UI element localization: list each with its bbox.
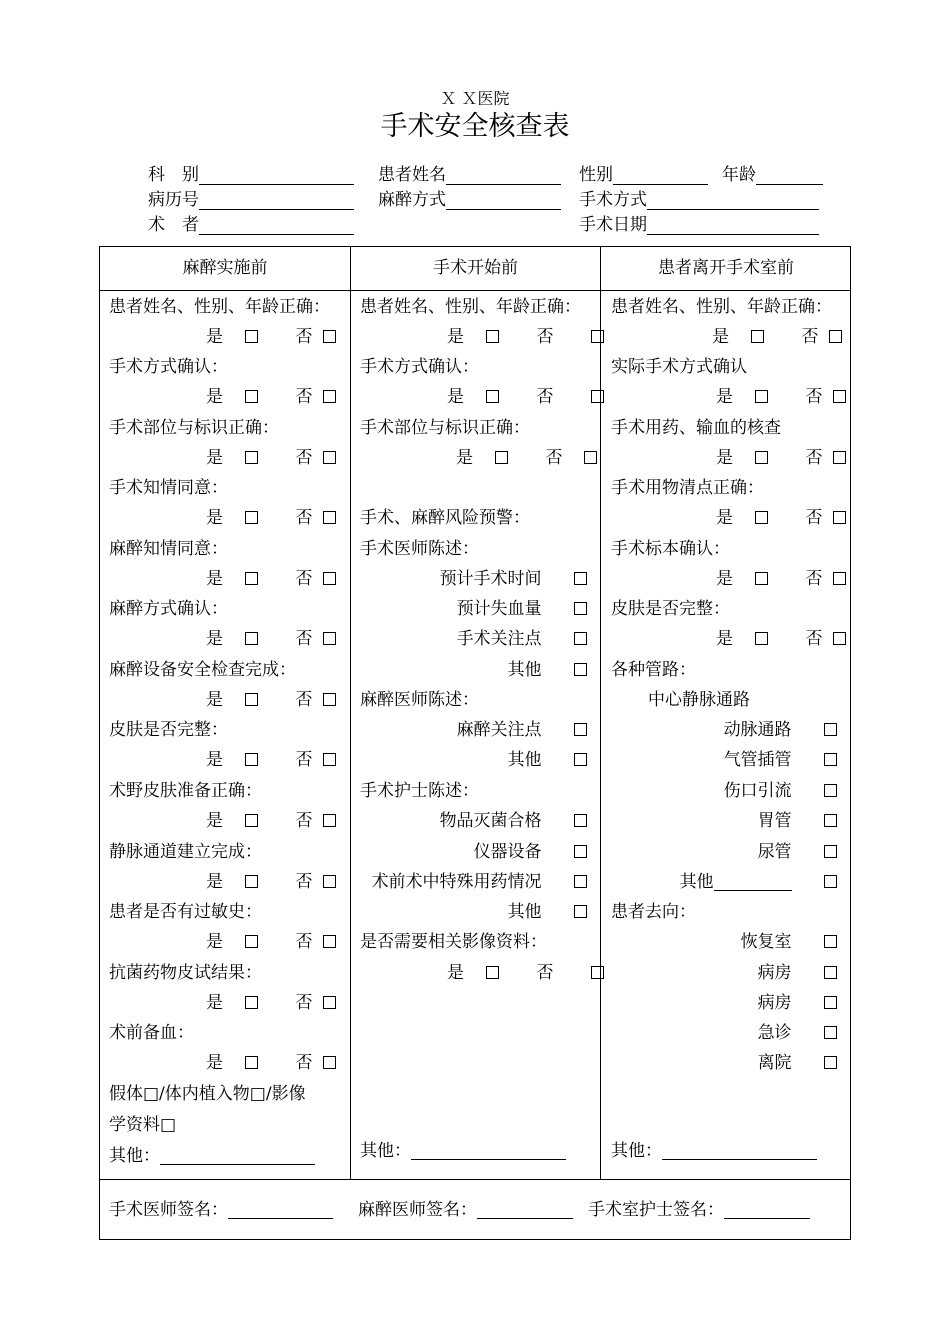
tubes-label: 各种管路：	[611, 660, 696, 680]
patient-name-input-line[interactable]	[446, 164, 561, 185]
option-label: 气管插管	[723, 750, 792, 770]
anesthesia-method-field	[378, 185, 561, 210]
option-label: 物品灭菌合格	[439, 811, 542, 831]
yes-no-choice	[716, 564, 846, 594]
option-checkbox[interactable]	[824, 784, 837, 797]
surgeon-signature-label: 手术医师签名：	[109, 1200, 228, 1220]
yes-no-choice	[716, 382, 846, 412]
yes-no-choice	[206, 745, 336, 775]
yes-no-choice	[447, 382, 604, 412]
central-line-label: 中心静脉通路	[648, 690, 750, 710]
yes-no-choice	[447, 322, 604, 352]
check-option	[758, 806, 837, 836]
option-label: 预计失血量	[456, 599, 542, 619]
yes-no-choice	[206, 322, 336, 352]
option-checkbox[interactable]	[574, 875, 587, 888]
no-label: 否	[805, 508, 823, 528]
yes-label: 是	[206, 690, 223, 710]
no-label: 否	[805, 629, 823, 649]
item-label: 手术部位与标识正确：	[360, 418, 530, 438]
check-option	[508, 745, 587, 775]
surgery-date-input-line[interactable]	[647, 214, 819, 235]
other-label: 其他：	[611, 1141, 662, 1161]
check-option	[440, 806, 587, 836]
yes-label: 是	[206, 932, 223, 952]
item-label: 术前备血：	[109, 1023, 194, 1043]
no-label: 否	[295, 932, 313, 952]
option-label: 预计手术时间	[439, 569, 542, 589]
no-label: 否	[295, 327, 313, 347]
yes-no-choice	[206, 503, 336, 533]
option-label: 胃管	[757, 811, 792, 831]
option-checkbox[interactable]	[574, 905, 587, 918]
yes-checkbox[interactable]	[245, 390, 258, 403]
implants-label-cont: 学资料□	[109, 1115, 177, 1135]
yes-no-choice	[716, 443, 846, 473]
other-field	[360, 1136, 566, 1166]
yes-checkbox[interactable]	[245, 935, 258, 948]
check-option	[457, 594, 587, 624]
nurse-signature-label: 手术室护士签名：	[588, 1200, 724, 1220]
dept-input-line[interactable]	[199, 164, 354, 185]
item-label: 静脉通道建立完成：	[109, 842, 262, 862]
yes-checkbox[interactable]	[245, 996, 258, 1009]
option-checkbox[interactable]	[574, 814, 587, 827]
surgeon-signature-field	[109, 1195, 333, 1220]
yes-no-choice	[447, 958, 604, 988]
no-label: 否	[295, 811, 313, 831]
surgeon-label: 术 者	[148, 215, 199, 235]
surgeon-signature-line[interactable]	[228, 1198, 333, 1219]
check-option	[457, 624, 587, 654]
no-label: 否	[295, 629, 313, 649]
item-label: 手术方式确认：	[109, 357, 228, 377]
no-checkbox[interactable]	[323, 814, 336, 827]
yes-checkbox[interactable]	[245, 572, 258, 585]
header-divider	[100, 290, 850, 291]
yes-label: 是	[206, 811, 223, 831]
no-checkbox[interactable]	[323, 511, 336, 524]
yes-checkbox[interactable]	[755, 511, 768, 524]
yes-checkbox[interactable]	[245, 1056, 258, 1069]
risk-warning-label: 手术、麻醉风险预警：	[360, 508, 530, 528]
item-label: 麻醉知情同意：	[109, 539, 228, 559]
no-label: 否	[295, 993, 313, 1013]
check-option	[724, 745, 837, 775]
item-label: 患者姓名、性别、年龄正确：	[109, 297, 330, 317]
option-checkbox[interactable]	[824, 935, 837, 948]
item-label: 麻醉设备安全检查完成：	[109, 660, 296, 680]
yes-label: 是	[716, 508, 733, 528]
yes-checkbox[interactable]	[245, 693, 258, 706]
yes-label: 是	[456, 448, 473, 468]
option-label: 其他	[679, 872, 714, 892]
no-checkbox[interactable]	[323, 330, 336, 343]
yes-label: 是	[716, 569, 733, 589]
no-checkbox[interactable]	[833, 572, 846, 585]
option-checkbox[interactable]	[574, 602, 587, 615]
record-no-label: 病历号	[148, 190, 199, 210]
yes-checkbox[interactable]	[755, 390, 768, 403]
no-checkbox[interactable]	[323, 572, 336, 585]
no-label: 否	[295, 750, 313, 770]
nurse-signature-field	[588, 1195, 810, 1220]
no-label: 否	[805, 387, 823, 407]
footer-divider	[100, 1179, 850, 1180]
anesth-statement-label: 麻醉医师陈述：	[360, 690, 479, 710]
check-option	[741, 927, 837, 957]
other-label: 其他：	[109, 1146, 160, 1166]
item-label: 患者姓名、性别、年龄正确：	[360, 297, 581, 317]
item-label: 麻醉方式确认：	[109, 599, 228, 619]
option-label: 其他	[507, 660, 542, 680]
implants-label: 假体□/体内植入物□/影像	[109, 1084, 306, 1104]
option-label: 病房	[757, 993, 792, 1013]
yes-checkbox[interactable]	[755, 572, 768, 585]
item-label: 手术用药、输血的核查	[611, 418, 781, 438]
yes-label: 是	[206, 508, 223, 528]
imaging-label: 是否需要相关影像资料：	[360, 932, 547, 952]
item-label: 术野皮肤准备正确：	[109, 781, 262, 801]
no-label: 否	[536, 327, 554, 347]
option-checkbox[interactable]	[574, 663, 587, 676]
gender-label: 性别	[579, 165, 613, 185]
yes-no-choice	[716, 624, 846, 654]
yes-no-choice	[206, 624, 336, 654]
dept-label: 科 别	[148, 165, 199, 185]
other-input-line[interactable]	[714, 870, 792, 891]
option-label: 手术关注点	[456, 629, 542, 649]
anesthesia-method-label: 麻醉方式	[378, 190, 446, 210]
item-label: 手术用物清点正确：	[611, 478, 764, 498]
hospital-name: Ｘ Ｘ医院	[440, 89, 510, 108]
check-option	[758, 837, 837, 867]
record-no-field	[148, 185, 354, 210]
option-label: 其他	[507, 902, 542, 922]
yes-checkbox[interactable]	[245, 632, 258, 645]
column-header-before-leaving: 患者离开手术室前	[658, 258, 794, 278]
anesth-signature-field	[358, 1195, 573, 1220]
item-label: 皮肤是否完整：	[611, 599, 730, 619]
option-checkbox[interactable]	[824, 753, 837, 766]
yes-no-choice	[206, 988, 336, 1018]
yes-label: 是	[716, 629, 733, 649]
yes-label: 是	[712, 327, 729, 347]
surgery-date-field	[579, 210, 819, 235]
surgery-date-label: 手术日期	[579, 215, 647, 235]
yes-checkbox[interactable]	[486, 330, 499, 343]
no-checkbox[interactable]	[591, 390, 604, 403]
option-checkbox[interactable]	[574, 753, 587, 766]
no-label: 否	[295, 508, 313, 528]
check-option	[440, 564, 587, 594]
yes-no-choice	[206, 443, 336, 473]
yes-no-choice	[206, 927, 336, 957]
yes-checkbox[interactable]	[755, 632, 768, 645]
item-label: 手术部位与标识正确：	[109, 418, 279, 438]
option-label: 急诊	[757, 1023, 792, 1043]
no-checkbox[interactable]	[829, 330, 842, 343]
no-checkbox[interactable]	[323, 1056, 336, 1069]
check-option	[508, 655, 587, 685]
other-label: 其他：	[360, 1141, 411, 1161]
option-checkbox[interactable]	[574, 572, 587, 585]
check-option	[508, 897, 587, 927]
option-label: 麻醉关注点	[456, 720, 542, 740]
other-input-line[interactable]	[411, 1139, 566, 1160]
surgeon-input-line[interactable]	[199, 214, 354, 235]
yes-no-choice	[206, 564, 336, 594]
yes-checkbox[interactable]	[486, 966, 499, 979]
item-label: 实际手术方式确认	[611, 357, 747, 377]
record-no-input-line[interactable]	[199, 189, 354, 210]
option-checkbox[interactable]	[824, 966, 837, 979]
no-label: 否	[295, 448, 313, 468]
no-label: 否	[295, 569, 313, 589]
other-input-line[interactable]	[160, 1144, 315, 1165]
yes-label: 是	[206, 872, 223, 892]
option-checkbox[interactable]	[574, 845, 587, 858]
item-label: 手术知情同意：	[109, 478, 228, 498]
check-option	[758, 958, 837, 988]
yes-no-choice	[206, 382, 336, 412]
no-label: 否	[295, 690, 313, 710]
yes-label: 是	[206, 448, 223, 468]
option-checkbox[interactable]	[824, 996, 837, 1009]
item-label: 患者姓名、性别、年龄正确：	[611, 297, 832, 317]
no-checkbox[interactable]	[323, 390, 336, 403]
item-label: 皮肤是否完整：	[109, 720, 228, 740]
no-checkbox[interactable]	[323, 632, 336, 645]
no-label: 否	[295, 872, 313, 892]
no-checkbox[interactable]	[323, 996, 336, 1009]
no-checkbox[interactable]	[591, 330, 604, 343]
option-checkbox[interactable]	[824, 723, 837, 736]
yes-label: 是	[447, 387, 464, 407]
no-label: 否	[536, 387, 554, 407]
patient-name-label: 患者姓名	[378, 165, 446, 185]
no-checkbox[interactable]	[323, 935, 336, 948]
anesthesia-method-input-line[interactable]	[446, 189, 561, 210]
gender-input-line[interactable]	[613, 164, 708, 185]
option-label: 仪器设备	[473, 842, 542, 862]
yes-label: 是	[206, 1053, 223, 1073]
yes-checkbox[interactable]	[245, 330, 258, 343]
surgery-method-field	[579, 185, 819, 210]
item-label: 抗菌药物皮试结果：	[109, 963, 262, 983]
no-checkbox[interactable]	[323, 753, 336, 766]
no-checkbox[interactable]	[323, 693, 336, 706]
no-label: 否	[295, 387, 313, 407]
yes-label: 是	[206, 629, 223, 649]
yes-checkbox[interactable]	[245, 814, 258, 827]
yes-no-choice	[206, 685, 336, 715]
yes-label: 是	[447, 327, 464, 347]
option-label: 恢复室	[740, 932, 792, 952]
option-label: 其他	[507, 750, 542, 770]
patient-name-field	[378, 160, 561, 185]
item-label: 手术方式确认：	[360, 357, 479, 377]
yes-no-choice	[206, 806, 336, 836]
option-checkbox[interactable]	[824, 814, 837, 827]
option-checkbox[interactable]	[574, 632, 587, 645]
yes-checkbox[interactable]	[245, 753, 258, 766]
yes-label: 是	[447, 963, 464, 983]
check-option	[680, 867, 837, 897]
yes-label: 是	[206, 569, 223, 589]
column-header-before-anesthesia: 麻醉实施前	[182, 258, 268, 278]
yes-no-choice	[456, 443, 597, 473]
item-label: 手术标本确认：	[611, 539, 730, 559]
age-field	[722, 160, 823, 185]
age-input-line[interactable]	[756, 164, 823, 185]
option-label: 离院	[757, 1053, 792, 1073]
age-label: 年龄	[722, 165, 756, 185]
option-checkbox[interactable]	[824, 1026, 837, 1039]
surgery-method-input-line[interactable]	[647, 189, 819, 210]
check-option	[457, 715, 587, 745]
anesth-signature-label: 麻醉医师签名：	[358, 1200, 477, 1220]
form-title: 手术安全核查表	[380, 111, 570, 142]
no-checkbox[interactable]	[833, 511, 846, 524]
check-option	[758, 1018, 837, 1048]
dept-field	[148, 160, 354, 185]
yes-no-choice	[206, 867, 336, 897]
yes-label: 是	[716, 448, 733, 468]
yes-checkbox[interactable]	[486, 390, 499, 403]
yes-checkbox[interactable]	[245, 451, 258, 464]
yes-checkbox[interactable]	[245, 511, 258, 524]
no-checkbox[interactable]	[584, 451, 597, 464]
option-checkbox[interactable]	[824, 1056, 837, 1069]
no-checkbox[interactable]	[323, 451, 336, 464]
no-checkbox[interactable]	[833, 632, 846, 645]
yes-no-choice	[712, 322, 842, 352]
check-option	[758, 1048, 837, 1078]
yes-checkbox[interactable]	[755, 451, 768, 464]
yes-checkbox[interactable]	[751, 330, 764, 343]
gender-field	[579, 160, 708, 185]
option-label: 伤口引流	[723, 781, 792, 801]
option-checkbox[interactable]	[824, 845, 837, 858]
other-field	[109, 1141, 315, 1171]
other-input-line[interactable]	[662, 1139, 817, 1160]
yes-checkbox[interactable]	[495, 451, 508, 464]
surgery-method-label: 手术方式	[579, 190, 647, 210]
check-option	[724, 776, 837, 806]
nurse-statement-label: 手术护士陈述：	[360, 781, 479, 801]
column-header-before-surgery: 手术开始前	[433, 258, 518, 278]
yes-label: 是	[206, 993, 223, 1013]
yes-label: 是	[716, 387, 733, 407]
no-label: 否	[545, 448, 563, 468]
yes-no-choice	[716, 503, 846, 533]
option-label: 病房	[757, 963, 792, 983]
other-field	[611, 1136, 817, 1166]
option-checkbox[interactable]	[574, 723, 587, 736]
no-checkbox[interactable]	[591, 966, 604, 979]
yes-label: 是	[206, 750, 223, 770]
column-divider	[350, 247, 351, 1179]
surgeon-field	[148, 210, 354, 235]
yes-checkbox[interactable]	[245, 875, 258, 888]
option-label: 动脉通路	[723, 720, 792, 740]
check-option	[724, 715, 837, 745]
no-label: 否	[805, 448, 823, 468]
destination-label: 患者去向：	[611, 902, 696, 922]
no-label: 否	[801, 327, 819, 347]
yes-label: 是	[206, 327, 223, 347]
no-label: 否	[805, 569, 823, 589]
option-checkbox[interactable]	[824, 875, 837, 888]
yes-label: 是	[206, 387, 223, 407]
anesth-signature-line[interactable]	[477, 1198, 573, 1219]
nurse-signature-line[interactable]	[724, 1198, 810, 1219]
item-label: 患者是否有过敏史：	[109, 902, 262, 922]
surgeon-statement-label: 手术医师陈述：	[360, 539, 479, 559]
yes-no-choice	[206, 1048, 336, 1078]
no-checkbox[interactable]	[323, 875, 336, 888]
no-checkbox[interactable]	[833, 451, 846, 464]
no-label: 否	[295, 1053, 313, 1073]
option-label: 尿管	[757, 842, 792, 862]
option-label: 术前术中特殊用药情况	[371, 872, 542, 892]
check-option	[474, 837, 587, 867]
check-option	[372, 867, 587, 897]
check-option	[758, 988, 837, 1018]
no-checkbox[interactable]	[833, 390, 846, 403]
no-label: 否	[536, 963, 554, 983]
